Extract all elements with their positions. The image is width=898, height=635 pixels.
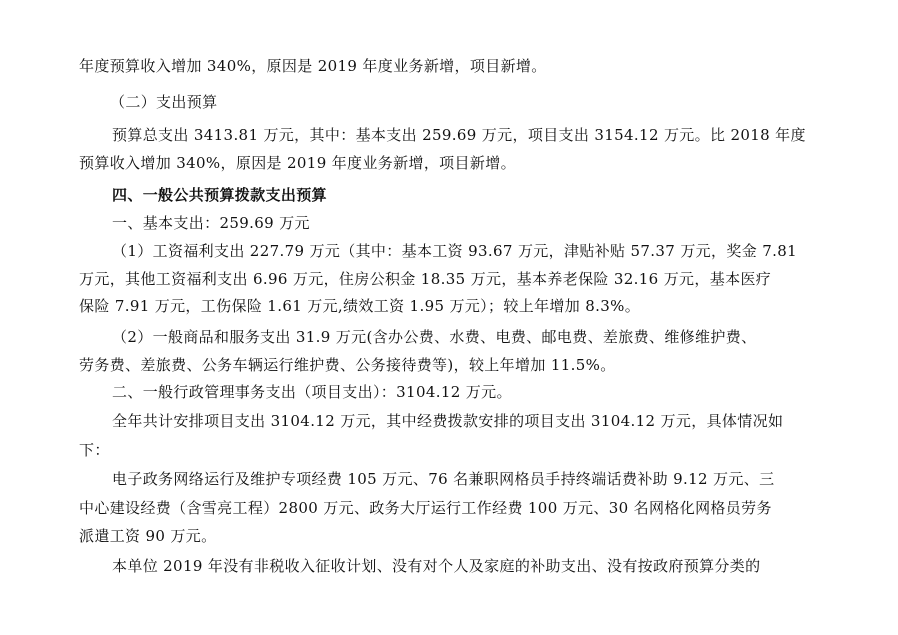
text-line: 保险 7.91 万元，工伤保险 1.61 万元,绩效工资 1.95 万元）；较上年增加 8.3%。 [79,297,641,315]
text-line: 本单位 2019 年没有非税收入征收计划、没有对个人及家庭的补助支出、没有按政府预算分类的 [112,557,761,575]
text-line: 劳务费、差旅费、公务车辆运行维护费、公务接待费等)，较上年增加 11.5%。 [79,356,616,374]
text-line: 中心建设经费（含雪亮工程）2800 万元、政务大厅运行工作经费 100 万元、30 名网格化网格员劳务 [79,499,772,517]
text-line: 下： [79,441,110,459]
text-line: 派遣工资 90 万元。 [79,527,217,545]
subsection-heading: 二、一般行政管理事务支出（项目支出）：3104.12 万元。 [112,383,512,401]
text-line: 电子政务网络运行及维护专项经费 105 万元、76 名兼职网格员手持终端话费补助 9.12 万元、三 [112,470,775,488]
text-line: 万元，其他工资福利支出 6.96 万元，住房公积金 18.35 万元，基本养老保险 32.16 万元，基本医疗 [79,270,772,288]
text-line: （2）一般商品和服务支出 31.9 万元(含办公费、水费、电费、邮电费、差旅费、维修维护费、 [112,328,757,346]
section-heading: （二）支出预算 [110,93,218,111]
section-heading: 四、一般公共预算拨款支出预算 [112,186,327,204]
text-line: （1）工资福利支出 227.79 万元（其中：基本工资 93.67 万元，津贴补贴 57.37 万元，奖金 7.81 [112,242,797,260]
text-line: 预算总支出 3413.81 万元，其中：基本支出 259.69 万元，项目支出 3154.12 万元。比 2018 年度 [112,126,806,144]
text-line: 预算收入增加 340%，原因是 2019 年度业务新增，项目新增。 [79,154,516,172]
subsection-heading: 一、基本支出：259.69 万元 [112,214,310,232]
text-line: 年度预算收入增加 340%，原因是 2019 年度业务新增，项目新增。 [79,57,547,75]
text-line: 全年共计安排项目支出 3104.12 万元，其中经费拨款安排的项目支出 3104.12 万元，具体情况如 [112,412,784,430]
